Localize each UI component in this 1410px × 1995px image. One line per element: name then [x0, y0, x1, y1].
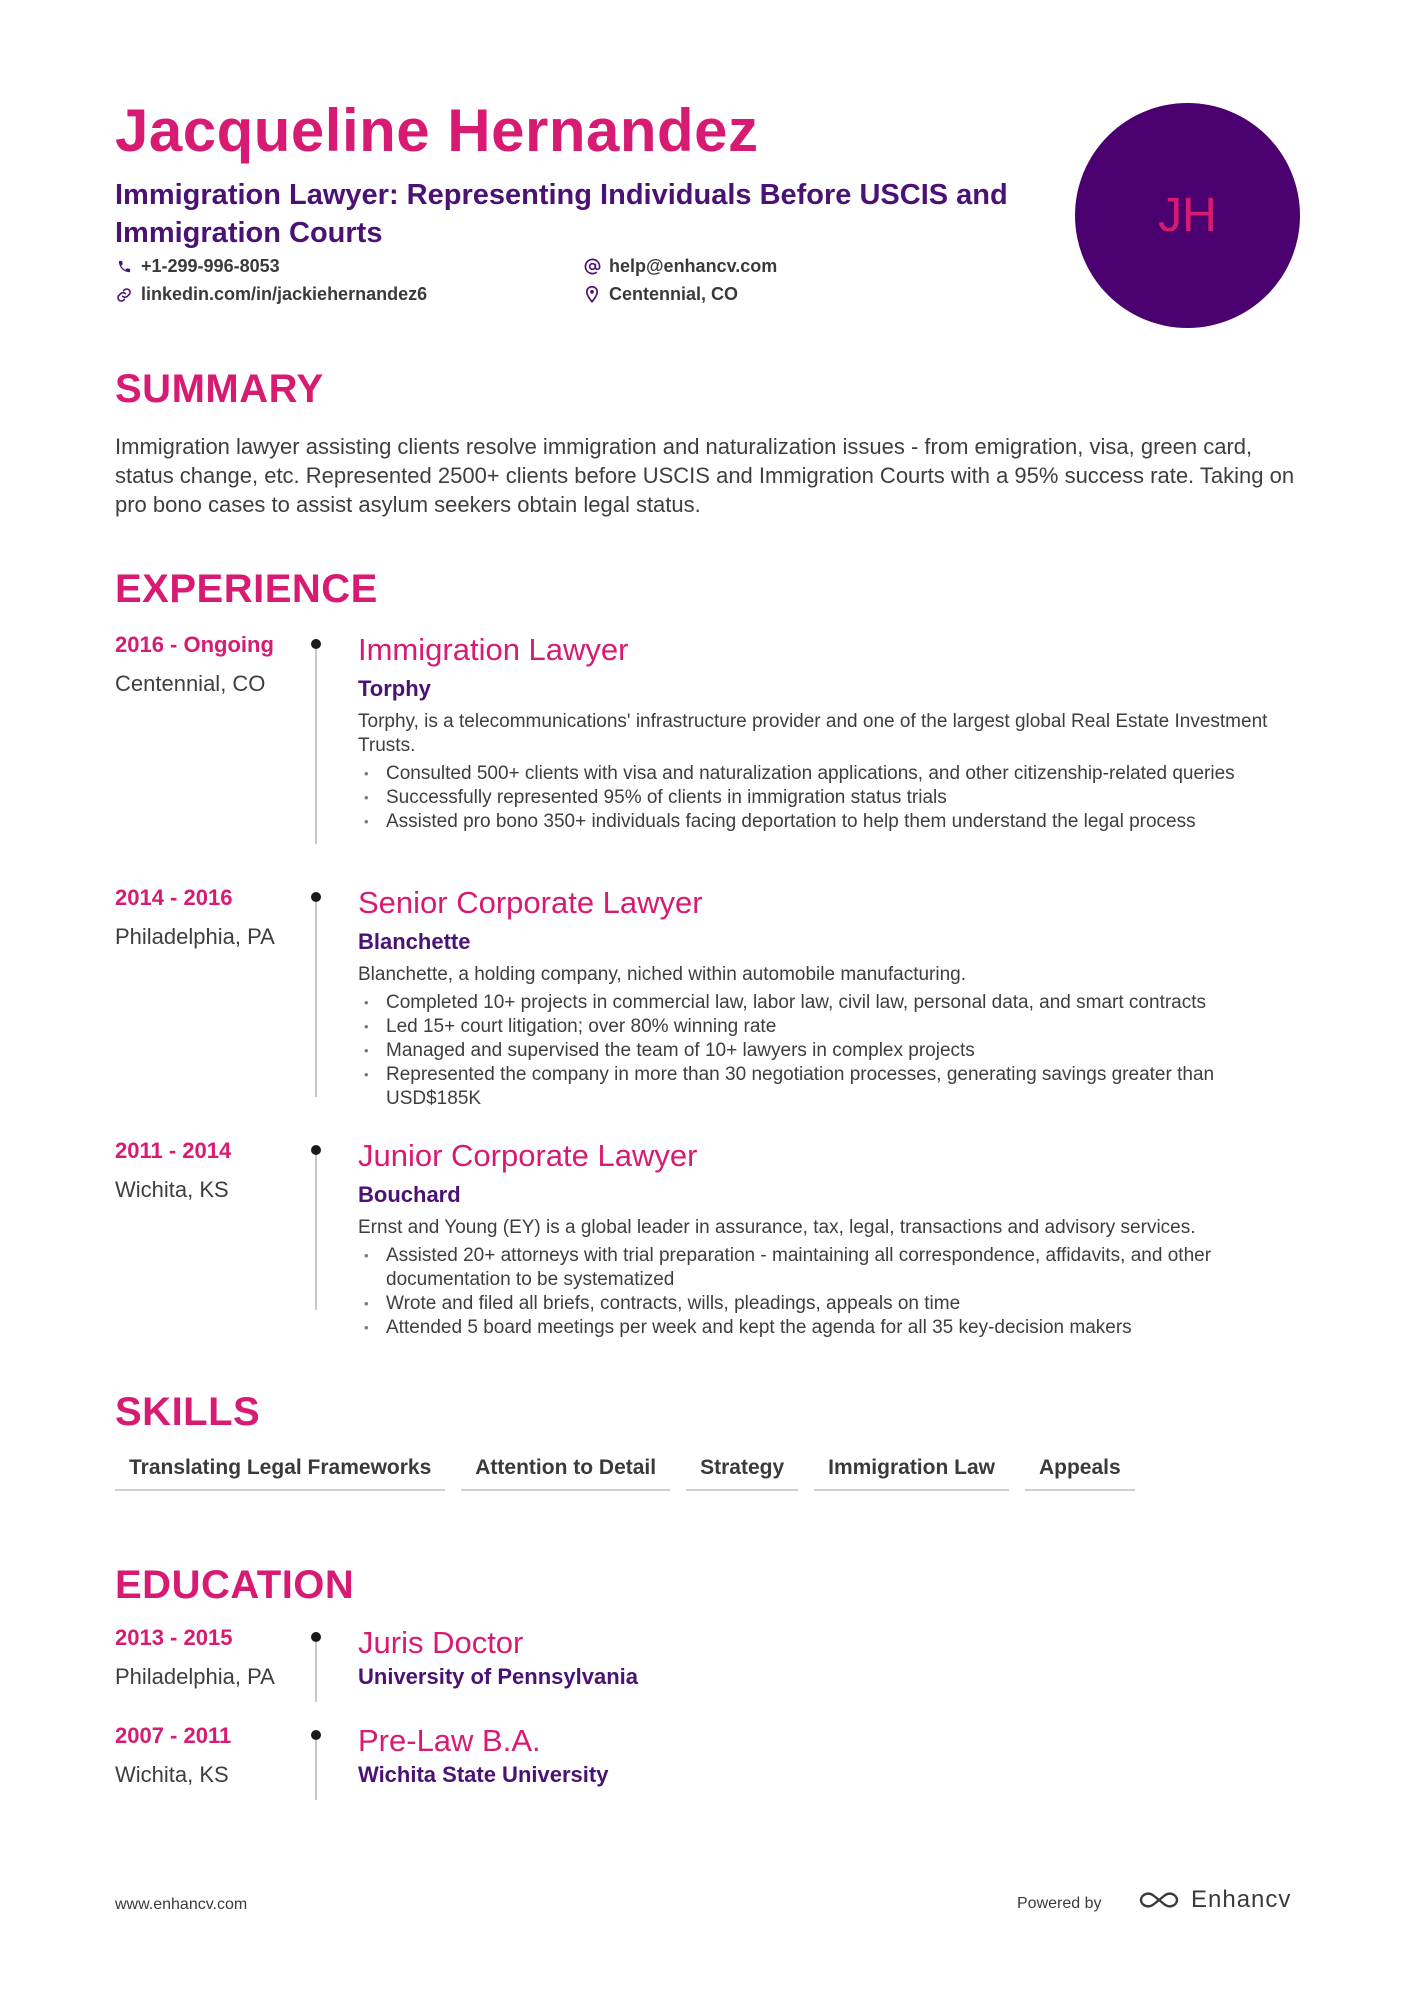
job-dates: 2014 - 2016: [115, 885, 233, 910]
education-location: Wichita, KS: [115, 1762, 229, 1787]
footer-brand-logo[interactable]: [1137, 1886, 1291, 1914]
list-item: • Completed 10+ projects in commercial law, labor law, civil law, personal data, and smart contracts: [358, 991, 1313, 1015]
footer-powered-by: Powered by: [1017, 1895, 1102, 1912]
contact-location: [583, 284, 738, 305]
job-description: Blanchette, a holding company, niched within automobile manufacturing.: [358, 964, 967, 985]
school-name: University of Pennsylvania: [358, 1664, 638, 1689]
list-item: • Attended 5 board meetings per week and kept the agenda for all 35 key-decision makers: [358, 1316, 1313, 1340]
candidate-name: Jacqueline Hernandez: [115, 97, 759, 164]
job-title: Immigration Lawyer: [358, 632, 629, 667]
timeline-dot: [311, 892, 321, 902]
timeline-line: [315, 1642, 317, 1702]
list-item: • Successfully represented 95% of clients in immigration status trials: [358, 786, 1313, 810]
phone-text: +1-299-996-8053: [141, 256, 280, 276]
avatar: [1075, 103, 1300, 328]
education-location: Philadelphia, PA: [115, 1664, 275, 1689]
at-sign-icon: [583, 258, 601, 276]
location-pin-icon: [583, 286, 601, 304]
skills-list: [115, 1450, 1151, 1491]
skill-tag: Translating Legal Frameworks: [115, 1450, 445, 1491]
degree-title: Pre-Law B.A.: [358, 1723, 541, 1758]
list-item: • Represented the company in more than 30 negotiation processes, generating savings greater than USD$185K: [358, 1063, 1313, 1111]
education-dates: 2013 - 2015: [115, 1625, 233, 1650]
phone-icon: [115, 258, 133, 276]
job-bullets: [358, 762, 1313, 834]
timeline-dot: [311, 1632, 321, 1642]
email-text: help@enhancv.com: [609, 256, 778, 276]
skill-tag: Immigration Law: [814, 1450, 1009, 1491]
timeline-line: [315, 1740, 317, 1800]
list-item: • Consulted 500+ clients with visa and naturalization applications, and other citizenship-related queries: [358, 762, 1313, 786]
skill-tag: Appeals: [1025, 1450, 1135, 1491]
list-item: • Wrote and filed all briefs, contracts, wills, pleadings, appeals on time: [358, 1292, 1313, 1316]
footer-website-link[interactable]: www.enhancv.com: [115, 1896, 248, 1913]
skill-tag: Strategy: [686, 1450, 798, 1491]
contact-linkedin[interactable]: [115, 284, 427, 305]
location-text: Centennial, CO: [609, 284, 739, 304]
linkedin-text: linkedin.com/in/jackiehernandez6: [141, 284, 428, 304]
school-name: Wichita State University: [358, 1762, 609, 1787]
skills-heading: SKILLS: [115, 1390, 261, 1434]
list-item: • Managed and supervised the team of 10+ lawyers in complex projects: [358, 1039, 1313, 1063]
enhancv-logo-icon: [1137, 1888, 1181, 1912]
job-company: Bouchard: [358, 1182, 461, 1207]
education-dates: 2007 - 2011: [115, 1723, 232, 1748]
timeline-dot: [311, 1145, 321, 1155]
job-location: Centennial, CO: [115, 671, 266, 696]
timeline-line: [315, 1155, 317, 1310]
job-location: Wichita, KS: [115, 1177, 229, 1202]
headline: Immigration Lawyer: Representing Individuals Before USCIS and Immigration Courts: [115, 179, 1008, 249]
timeline-dot: [311, 1730, 321, 1740]
job-dates: 2011 - 2014: [115, 1138, 232, 1163]
degree-title: Juris Doctor: [358, 1625, 524, 1660]
contact-phone[interactable]: [115, 256, 280, 277]
job-company: Blanchette: [358, 929, 471, 954]
timeline-dot: [311, 639, 321, 649]
job-bullets: [358, 1244, 1313, 1340]
timeline-line: [315, 649, 317, 844]
job-bullets: [358, 991, 1313, 1111]
job-location: Philadelphia, PA: [115, 924, 275, 949]
list-item: • Assisted pro bono 350+ individuals facing deportation to help them understand the legal process: [358, 810, 1313, 834]
summary-text: Immigration lawyer assisting clients resolve immigration and naturalization issues - from emigration, visa, green card, status change, etc. Represented 2500+ clients before USCIS and Immigration Courts with a 95% success rate. Taking on pro bono cases to assist asylum seekers obtain legal status.: [115, 434, 1295, 517]
experience-heading: EXPERIENCE: [115, 567, 378, 611]
job-company: Torphy: [358, 676, 431, 701]
job-description: Ernst and Young (EY) is a global leader in assurance, tax, legal, transactions and advisory services.: [358, 1217, 1196, 1238]
job-dates: 2016 - Ongoing: [115, 632, 274, 657]
summary-heading: SUMMARY: [115, 367, 324, 411]
list-item: • Assisted 20+ attorneys with trial preparation - maintaining all correspondence, affidavits, and other documentation to be systematized: [358, 1244, 1313, 1292]
education-heading: EDUCATION: [115, 1563, 355, 1607]
timeline-line: [315, 902, 317, 1097]
list-item: • Led 15+ court litigation; over 80% winning rate: [358, 1015, 1313, 1039]
job-description: Torphy, is a telecommunications' infrastructure provider and one of the largest global Real Estate Investment Trusts.: [358, 711, 1268, 756]
avatar-initials: JH: [1158, 189, 1217, 242]
job-title: Senior Corporate Lawyer: [358, 885, 703, 920]
contact-email[interactable]: [583, 256, 777, 277]
skill-tag: Attention to Detail: [461, 1450, 670, 1491]
brand-name: Enhancv: [1191, 1886, 1292, 1913]
link-icon: [115, 286, 133, 304]
job-title: Junior Corporate Lawyer: [358, 1138, 698, 1173]
